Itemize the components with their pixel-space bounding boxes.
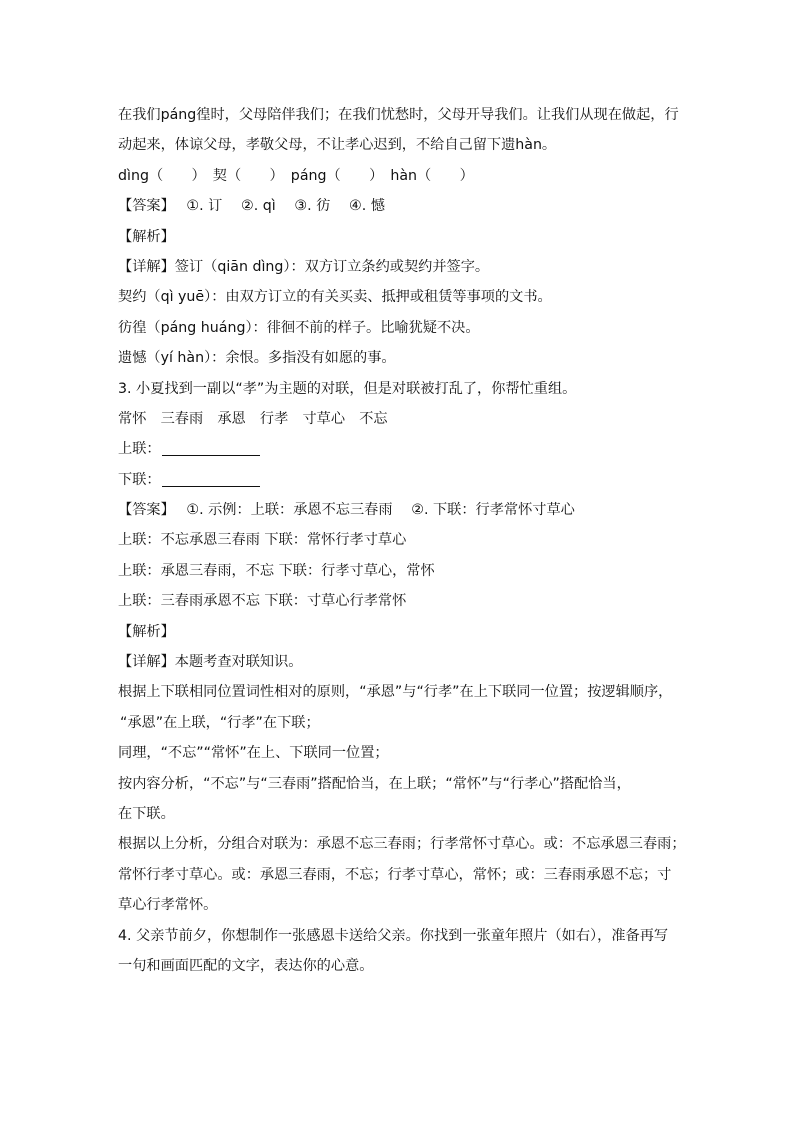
- lower-couplet-label: 下联：: [118, 471, 161, 488]
- analysis-heading: 【解析】: [118, 623, 175, 640]
- answer-alt-line: 上联：三春雨承恩不忘 下联：寸草心行孝常怀: [118, 593, 407, 610]
- upper-couplet-row: [118, 434, 698, 464]
- detail-line: 【详解】签订（qiān dìng）：双方订立条约或契约并签字。: [118, 258, 490, 275]
- lower-couplet-blank[interactable]: [162, 468, 260, 487]
- detail-line: 彷徨（páng huáng）：徘徊不前的样子。比喻犹疑不决。: [118, 319, 480, 336]
- answer-alt-line: 上联：不忘承恩三春雨 下联：常怀行孝寸草心: [118, 532, 407, 549]
- analysis-line: 同理，“不忘”“常怀”在上、下联同一位置；: [118, 745, 389, 762]
- analysis-line: 常怀行孝寸草心。或：承恩三春雨，不忘；行孝寸草心，常怀；或：三春雨承恩不忘；寸: [118, 866, 672, 883]
- detail-line: 【详解】本题考查对联知识。: [118, 654, 303, 671]
- detail-line: 契约（qì yuē）：由双方订立的有关买卖、抵押或租赁等事项的文书。: [118, 289, 552, 306]
- analysis-heading: 【解析】: [118, 228, 175, 245]
- analysis-line: 按内容分析，“不忘”与“三春雨”搭配恰当，在上联；“常怀”与“行孝心”搭配恰当，: [118, 775, 631, 792]
- analysis-line: 草心行孝常怀。: [118, 897, 218, 914]
- question-4-line: 4. 父亲节前夕，你想制作一张感恩卡送给父亲。你找到一张童年照片（如右），准备再写: [118, 927, 669, 944]
- question-4-line: 一句和画面匹配的文字，表达你的心意。: [118, 957, 374, 974]
- paragraph-line: 动起来，体谅父母，孝敬父母，不让孝心迟到，不给自己留下遗hàn。: [118, 137, 557, 154]
- lower-couplet-row: [118, 465, 698, 495]
- question-3-title: 3. 小夏找到一副以“孝”为主题的对联，但是对联被打乱了，你帮忙重组。: [118, 380, 577, 397]
- answer-line: 【答案】 ①. 示例：上联：承恩不忘三春雨 ②. 下联：行孝常怀寸草心: [118, 502, 575, 519]
- pinyin-blanks-line: dìng（ ） 契（ ） páng（ ） hàn（ ）: [118, 167, 474, 184]
- analysis-line: 在下联。: [118, 805, 175, 822]
- upper-couplet-blank[interactable]: [162, 437, 260, 456]
- answer-alt-line: 上联：承恩三春雨，不忘 下联：行孝寸草心，常怀: [118, 562, 435, 579]
- detail-line: 遗憾（yí hàn）：余恨。多指没有如愿的事。: [118, 350, 396, 367]
- document-page: [118, 100, 698, 981]
- question-3-words: 常怀 三春雨 承恩 行孝 寸草心 不忘: [118, 410, 388, 427]
- answer-line: 【答案】 ①. 订 ②. qì ③. 彷 ④. 憾: [118, 198, 385, 215]
- analysis-line: 根据上下联相同位置词性相对的原则，“承恩”与“行孝”在上下联同一位置；按逻辑顺序，: [118, 684, 673, 701]
- upper-couplet-label: 上联：: [118, 441, 161, 458]
- analysis-line: “承恩”在上联，“行孝”在下联；: [120, 714, 320, 731]
- paragraph-line: 在我们páng徨时，父母陪伴我们；在我们忧愁时，父母开导我们。让我们从现在做起，行: [118, 107, 679, 123]
- analysis-line: 根据以上分析，分组合对联为：承恩不忘三春雨；行孝常怀寸草心。或：不忘承恩三春雨；: [118, 836, 686, 853]
